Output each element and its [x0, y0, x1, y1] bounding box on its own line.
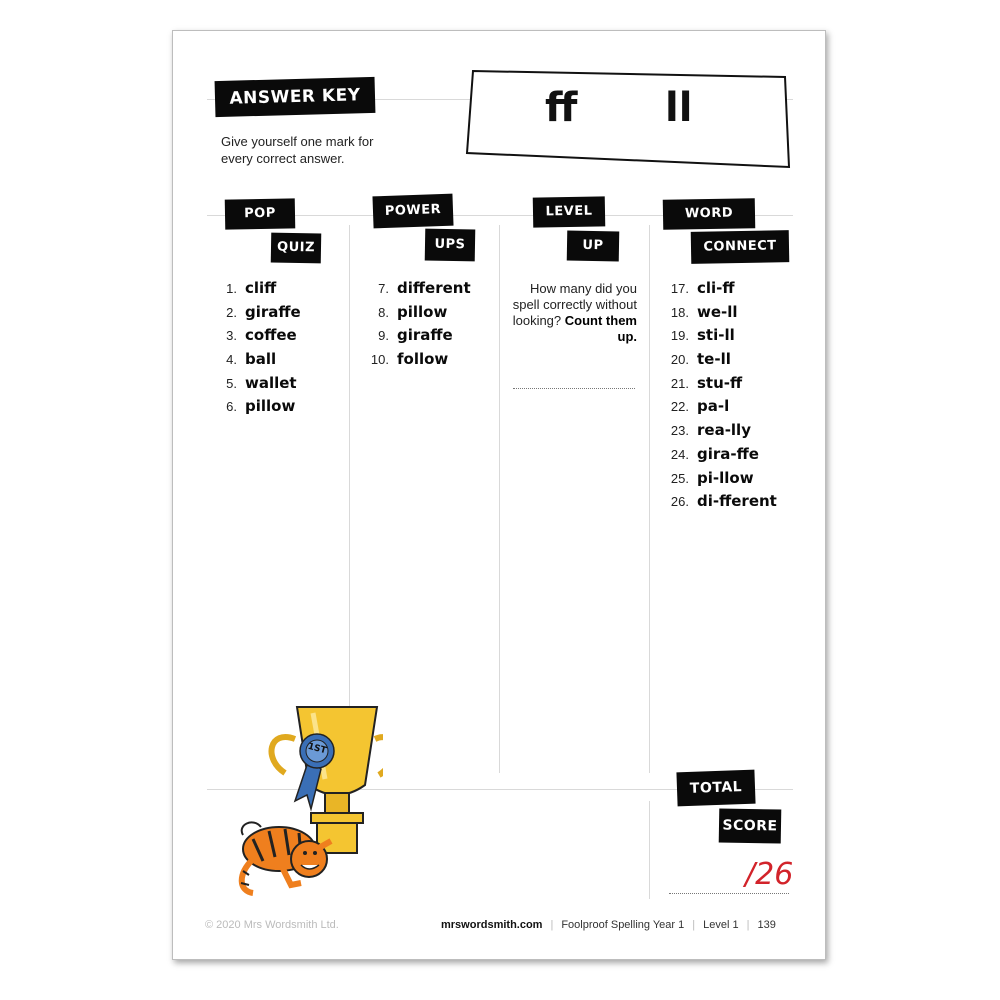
- list-item: 6. pillow: [226, 397, 296, 416]
- instructions-text: Give yourself one mark for every correct answer.: [221, 134, 374, 166]
- list-item: 18. we-ll: [670, 302, 738, 321]
- total-tag: TOTAL: [676, 770, 755, 807]
- footer-separator: |: [746, 919, 750, 931]
- spelling-pattern-ff: ff: [545, 85, 578, 131]
- column-divider-2: [499, 225, 500, 773]
- answer-key-tag: ANSWER KEY: [215, 77, 376, 117]
- level-up-prompt: How many did you spell correctly without looking? Count them up.: [512, 281, 637, 344]
- level-up-answer-line: [513, 388, 635, 389]
- footer-info: [441, 919, 776, 931]
- trophy-tiger-illustration: [213, 699, 383, 899]
- level-up-prompt-bold: Count them up.: [564, 313, 637, 344]
- list-item: 10. follow: [370, 350, 449, 369]
- footer-separator: |: [692, 919, 696, 931]
- level-tag: LEVEL: [533, 196, 606, 227]
- column-divider-3: [649, 225, 650, 773]
- pop-tag: POP: [225, 198, 296, 229]
- list-item: 26. di-fferent: [670, 492, 777, 511]
- total-score-line: [669, 893, 789, 894]
- list-item: 8. pillow: [378, 302, 448, 321]
- list-item: 23. rea-lly: [670, 421, 751, 440]
- list-item: 20. te-ll: [670, 350, 731, 369]
- pop-quiz-list: [217, 279, 301, 421]
- list-item: 25. pi-llow: [670, 468, 754, 487]
- list-item: 3. coffee: [226, 326, 297, 345]
- list-item: 5. wallet: [226, 373, 297, 392]
- connect-tag: CONNECT: [691, 230, 790, 264]
- up-tag: UP: [567, 231, 620, 262]
- list-item: 4. ball: [226, 350, 277, 369]
- list-item: 7. different: [378, 279, 471, 297]
- ups-tag: UPS: [425, 229, 476, 262]
- score-tag: SCORE: [719, 808, 782, 843]
- list-item: 1. cliff: [226, 279, 277, 297]
- list-item: 22. pa-l: [670, 397, 730, 416]
- footer-book: Foolproof Spelling Year 1: [561, 919, 685, 931]
- list-item: 9. giraffe: [378, 326, 453, 345]
- word-tag: WORD: [663, 198, 756, 230]
- list-item: 2. giraffe: [226, 302, 301, 321]
- trophy-ribbon-label: 1ST: [306, 741, 328, 757]
- footer-site: mrswordsmith.com: [441, 919, 543, 931]
- power-ups-list: [365, 279, 471, 374]
- power-tag: POWER: [372, 194, 453, 229]
- worksheet-page: [172, 30, 826, 960]
- quiz-tag: QUIZ: [271, 233, 322, 264]
- column-divider-4: [649, 801, 650, 899]
- list-item: 21. stu-ff: [670, 373, 743, 392]
- column-divider-1: [349, 225, 350, 773]
- total-score: /26: [745, 857, 794, 892]
- list-item: 17. cli-ff: [670, 279, 735, 297]
- footer-separator: |: [550, 919, 554, 931]
- spelling-pattern-ll: ll: [665, 85, 693, 131]
- spelling-pattern-frame: [465, 67, 793, 171]
- footer-level: Level 1: [703, 919, 739, 931]
- list-item: 24. gira-ffe: [670, 444, 759, 463]
- footer-page-number: 139: [757, 919, 776, 931]
- word-connect-list: [663, 279, 777, 516]
- list-item: 19. sti-ll: [670, 326, 735, 345]
- footer-copyright: © 2020 Mrs Wordsmith Ltd.: [205, 919, 339, 931]
